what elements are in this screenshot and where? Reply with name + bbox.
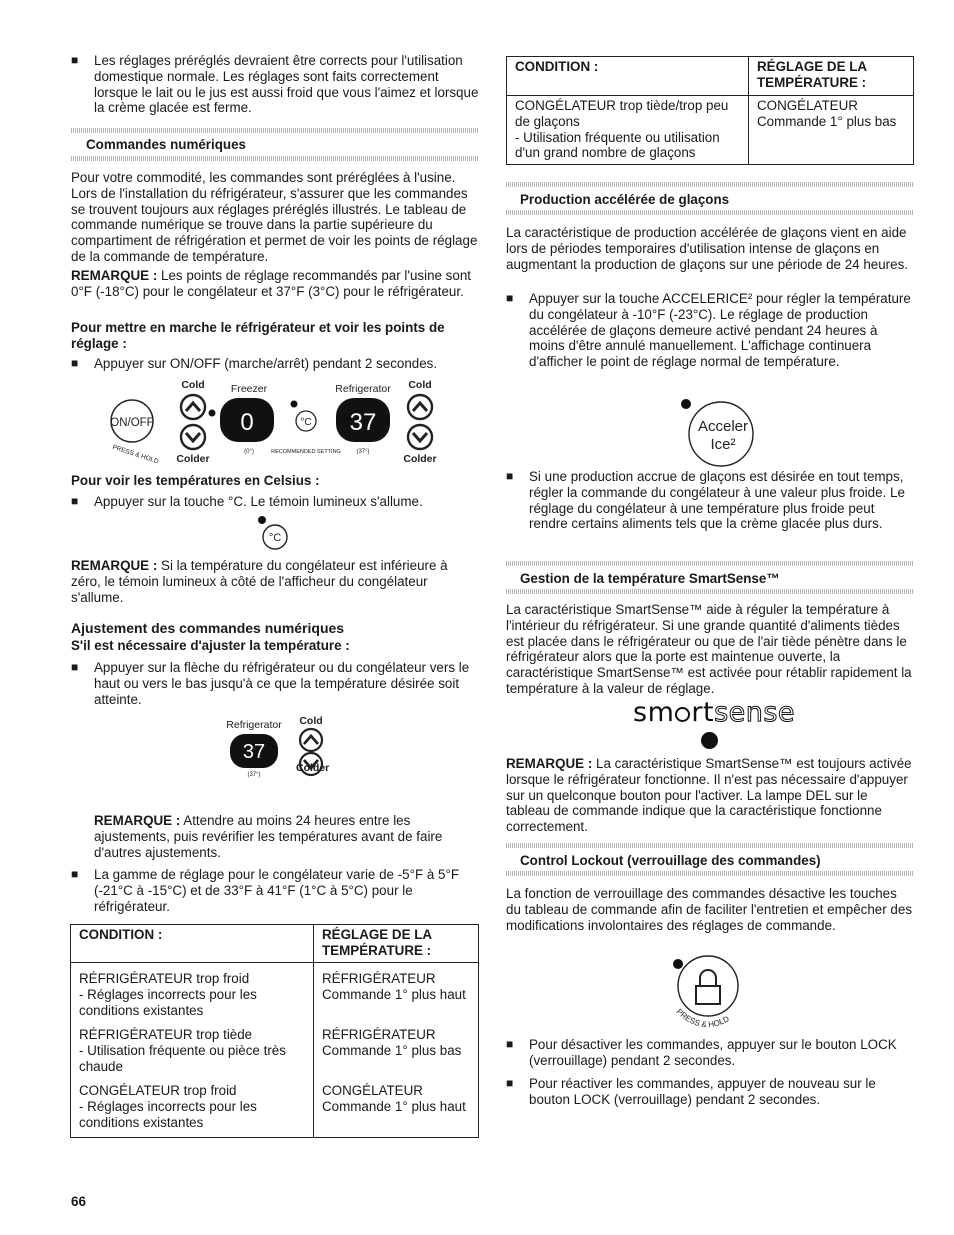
freezer-label: Freezer bbox=[230, 383, 268, 395]
section-divider bbox=[506, 589, 914, 594]
label-zero: (0°) bbox=[244, 449, 254, 455]
remark-smartsense bbox=[506, 756, 914, 835]
bullet-accelerice-text: Appuyer sur la touche ACCELERICE² pour régler la température du congélateur à -10°F (-23°C). Le réglage de production accélérée de glaçons demeure activé pendant 24 heures à moins d'être annulé manuellement. L'affichage continuera d'afficher le point de réglage normal de température. bbox=[529, 291, 911, 370]
label-37: (37°) bbox=[247, 772, 261, 778]
indicator-dot bbox=[673, 959, 683, 969]
table-row bbox=[71, 963, 479, 1026]
heading-adjust-controls: Ajustement des commandes numériques bbox=[71, 620, 345, 636]
table-cell-setting: RÉFRIGÉRATEUR Commande 1° plus haut bbox=[314, 963, 479, 1026]
fridge-up-arrow-icon[interactable] bbox=[408, 395, 432, 419]
remark-label: REMARQUE : bbox=[94, 813, 181, 828]
refrigerator-display-value: 37 bbox=[242, 741, 266, 763]
celsius-button-illustration bbox=[256, 513, 290, 551]
refrigerator-display-value: 37 bbox=[349, 409, 377, 436]
paragraph-accelerated-ice: La caractéristique de production accélérée de glaçons vient en aide lors de périodes temporaires d'utilisation intense de glaçons en augmentant la production de glaçons sur une période de 24 heures. bbox=[506, 225, 909, 272]
press-hold-text: PRESS & HOLD bbox=[674, 1006, 731, 1030]
table-header-condition: CONDITION : bbox=[507, 57, 749, 96]
freezer-up-arrow-icon[interactable] bbox=[181, 395, 205, 419]
table-row bbox=[71, 1025, 479, 1081]
subheading-celsius: Pour voir les températures en Celsius : bbox=[71, 473, 320, 488]
smartsense-logo-part1: sm bbox=[633, 697, 675, 728]
fridge-down-arrow-icon[interactable] bbox=[408, 425, 432, 449]
section-divider bbox=[506, 210, 914, 215]
smartsense-logo-part3: sense bbox=[714, 697, 796, 728]
bullet-marker: ■ bbox=[71, 356, 79, 370]
control-panel-illustration bbox=[108, 376, 442, 468]
table-cell-setting: CONGÉLATEUR Commande 1° plus bas bbox=[749, 96, 914, 165]
paragraph-numeric-intro: Pour votre commodité, les commandes sont préréglées à l'usine. Lors de l'installation du réfrigérateur, s'assurer que les commandes se trouvent toujours aux réglages préréglés illustrés. Le tableau de commande numérique se trouve dans la partie supérieure du compartiment de réfrigération et permet de voir les points de réglage de la commande de température. bbox=[71, 170, 478, 264]
bullet-marker: ■ bbox=[506, 469, 514, 483]
refrigerator-label: Refrigerator bbox=[335, 383, 391, 395]
lock-button-illustration bbox=[664, 952, 774, 1034]
table-header-row bbox=[71, 925, 479, 963]
table-cell-setting: CONGÉLATEUR Commande 1° plus haut bbox=[314, 1081, 479, 1138]
celsius-button[interactable] bbox=[296, 411, 316, 431]
celsius-illustration-label: °C bbox=[268, 532, 282, 544]
accelerice-label-line2: Ice² bbox=[710, 436, 736, 453]
celsius-indicator-dot bbox=[291, 401, 298, 408]
paragraph-smartsense: La caractéristique SmartSense™ aide à réguler la température à l'intérieur du réfrigérateur. Si une grande quantité d'aliments tièdes est placée dans le réfrigérateur ou que de l'air tiède pénètre dans le réfrigérateur alors que la porte est maintenue ouverte, la caractéristique SmartSense™ est activée pour rétablir rapidement la température à la valeur de réglage. bbox=[506, 602, 912, 696]
table-header-condition: CONDITION : bbox=[71, 925, 314, 963]
bullet-marker: ■ bbox=[71, 494, 79, 508]
smartsense-logo-part2: rt bbox=[691, 697, 715, 728]
heading-commandes-numeriques: Commandes numériques bbox=[86, 137, 246, 152]
bullet-marker: ■ bbox=[71, 867, 79, 881]
freezer-indicator-dot bbox=[209, 410, 216, 417]
table-header-setting: RÉGLAGE DE LA TEMPÉRATURE : bbox=[749, 57, 914, 96]
refrigerator-label: Refrigerator bbox=[226, 719, 282, 731]
bullet-range-text: La gamme de réglage pour le congélateur varie de -5°F à 5°F (-21°C à -15°C) et de 33°F à 41°F (1°C à 5°C) pour le réfrigérateur. bbox=[94, 867, 460, 914]
bullet-marker: ■ bbox=[506, 1076, 514, 1090]
celsius-label: °C bbox=[300, 417, 312, 428]
on-off-button[interactable] bbox=[110, 400, 153, 442]
remark-label: REMARQUE : bbox=[71, 268, 158, 283]
press-hold-label bbox=[675, 1007, 731, 1029]
bullet-lock-disable-text: Pour désactiver les commandes, appuyer sur le bouton LOCK (verrouillage) pendant 2 secondes. bbox=[529, 1037, 897, 1068]
section-divider bbox=[506, 843, 914, 848]
label-37: (37°) bbox=[356, 449, 370, 455]
smartsense-indicator-dot bbox=[701, 732, 718, 749]
freezer-cold-label: Cold bbox=[181, 379, 205, 391]
table-row bbox=[507, 96, 914, 165]
bullet-marker: ■ bbox=[506, 291, 514, 305]
freezer-display-value: 0 bbox=[240, 409, 254, 436]
bullet-marker: ■ bbox=[71, 53, 79, 67]
section-divider bbox=[506, 182, 914, 187]
table-cell-condition: RÉFRIGÉRATEUR trop tiède - Utilisation fréquente ou pièce très chaude bbox=[71, 1025, 314, 1081]
accelerice-label-line1: Acceler bbox=[697, 418, 749, 435]
table-cell-condition: CONGÉLATEUR trop froid - Réglages incorrects pour les conditions existantes bbox=[71, 1081, 314, 1138]
bullet-celsius-text: Appuyer sur la touche °C. Le témoin lumineux s'allume. bbox=[94, 494, 423, 509]
bullet-colder-setting-text: Si une production accrue de glaçons est désirée en tout temps, régler la commande du congélateur à une valeur plus froide. Le réglage du congélateur à une température plus froide peut rendre certains aliments tels que la crème glacée plus durs. bbox=[529, 469, 905, 532]
table-header-setting: RÉGLAGE DE LA TEMPÉRATURE : bbox=[314, 925, 479, 963]
smartsense-logo-a-icon bbox=[675, 707, 690, 722]
section-divider bbox=[71, 156, 479, 161]
fridge-colder-label: Colder bbox=[403, 453, 437, 465]
bullet-adjust-text: Appuyer sur la flèche du réfrigérateur ou du congélateur vers le haut ou vers le bas jusqu'à ce que la température désirée soit atteinte. bbox=[94, 660, 470, 707]
table-header-row bbox=[507, 57, 914, 96]
accelerice-button[interactable] bbox=[689, 402, 753, 466]
lock-icon bbox=[696, 970, 720, 1004]
label-recommended: RECOMMENDED SETTING bbox=[271, 449, 341, 455]
remark-text: La caractéristique SmartSense™ est toujours activée lorsque le réfrigérateur fonctionne. Il n'est pas nécessaire d'appuyer sur un quelconque bouton pour l'activer. La lampe DEL sur le tableau de commande indique que la caractéristique fonctionne correctement. bbox=[506, 756, 912, 835]
indicator-dot bbox=[681, 399, 691, 409]
table-cell-setting: RÉFRIGÉRATEUR Commande 1° plus bas bbox=[314, 1025, 479, 1081]
freezer-down-arrow-icon[interactable] bbox=[181, 425, 205, 449]
section-divider bbox=[506, 871, 914, 876]
bullet-marker: ■ bbox=[71, 660, 79, 674]
remark-text: Attendre au moins 24 heures entre les ajustements, puis revérifier les températures avant de faire d'autres ajustements. bbox=[94, 813, 443, 860]
remark-freezer-below-zero bbox=[71, 558, 479, 605]
heading-control-lockout: Control Lockout (verrouillage des commandes) bbox=[520, 853, 821, 868]
table-cell-condition: RÉFRIGÉRATEUR trop froid - Réglages incorrects pour les conditions existantes bbox=[71, 963, 314, 1026]
section-divider bbox=[71, 128, 479, 133]
heading-accelerated-ice: Production accélérée de glaçons bbox=[520, 192, 730, 207]
accelerice-button-illustration bbox=[676, 394, 768, 470]
remark-wait-24h bbox=[94, 813, 479, 860]
settings-table-left bbox=[70, 924, 479, 1138]
heading-smartsense: Gestion de la température SmartSense™ bbox=[520, 571, 780, 586]
bullet-marker: ■ bbox=[506, 1037, 514, 1051]
section-divider bbox=[506, 561, 914, 566]
settings-table-right bbox=[506, 56, 914, 165]
remark-text: Les points de réglage recommandés par l'usine sont 0°F (-18°C) pour le congélateur et 37°F (3°C) pour le réfrigérateur. bbox=[71, 268, 471, 299]
fridge-cold-label: Cold bbox=[408, 379, 432, 391]
page-number: 66 bbox=[71, 1194, 87, 1209]
press-hold-label: PRESS & HOLD bbox=[111, 443, 160, 466]
up-arrow-icon[interactable] bbox=[300, 729, 322, 751]
indicator-dot bbox=[258, 516, 266, 524]
smartsense-logo bbox=[633, 697, 795, 729]
remark-label: REMARQUE : bbox=[506, 756, 593, 771]
remark-recommended-settings bbox=[71, 268, 479, 300]
table-row bbox=[71, 1081, 479, 1138]
intro-bullet-text: Les réglages préréglés devraient être corrects pour l'utilisation domestique normale. Les réglages sont faits correctement lorsque le lait ou le jus est aussi froid que vous l'aimez et lorsque la crème glacée est ferme. bbox=[94, 53, 479, 116]
paragraph-control-lockout: La fonction de verrouillage des commandes désactive les touches du tableau de commande afin de faciliter l'entretien et empêcher des modifications involontaires des réglages de commande. bbox=[506, 886, 913, 933]
on-off-label: ON/OFF bbox=[110, 417, 154, 429]
bullet-lock-enable-text: Pour réactiver les commandes, appuyer de nouveau sur le bouton LOCK (verrouillage) pendant 2 secondes. bbox=[529, 1076, 876, 1107]
subheading-turn-on: Pour mettre en marche le réfrigérateur et voir les points de réglage : bbox=[71, 320, 445, 351]
table-cell-condition: CONGÉLATEUR trop tiède/trop peu de glaçons - Utilisation fréquente ou utilisation d'un grand nombre de glaçons bbox=[507, 96, 749, 165]
freezer-colder-label: Colder bbox=[176, 453, 210, 465]
colder-label: Colder bbox=[296, 762, 330, 774]
lock-button[interactable] bbox=[678, 956, 738, 1016]
cold-label: Cold bbox=[299, 715, 323, 727]
bullet-onoff-text: Appuyer sur ON/OFF (marche/arrêt) pendant 2 secondes. bbox=[94, 356, 438, 371]
remark-text: Si la température du congélateur est inférieure à zéro, le témoin lumineux à côté de l'afficheur du congélateur s'allume. bbox=[71, 558, 448, 605]
remark-label: REMARQUE : bbox=[71, 558, 158, 573]
subheading-adjust: S'il est nécessaire d'ajuster la température : bbox=[71, 638, 350, 653]
